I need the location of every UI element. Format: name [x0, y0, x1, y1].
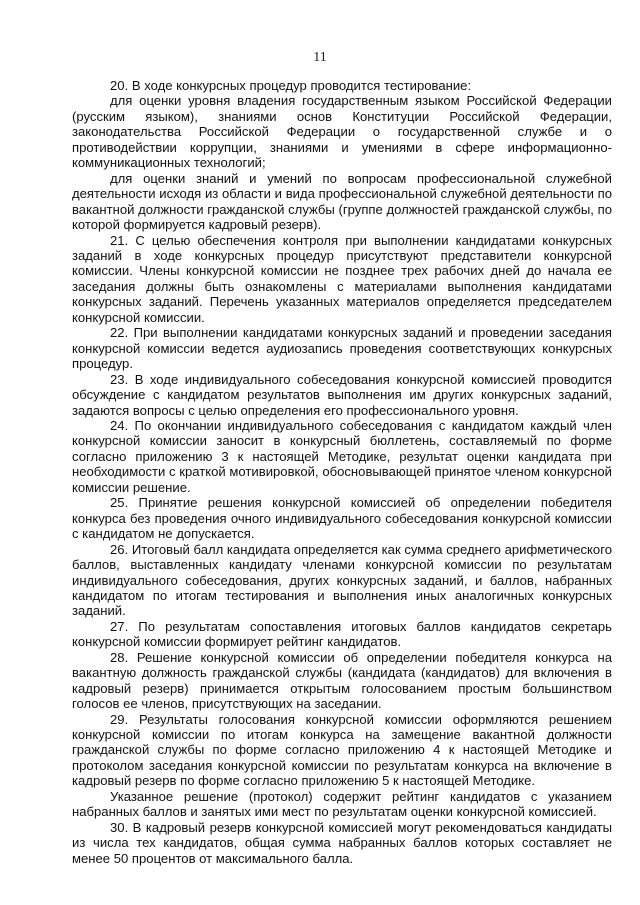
paragraph-30: 30. В кадровый резерв конкурсной комиссией могут рекомендоваться кандидаты из числа тех кандидатов, общая сумма набранных баллов которых составляет не менее 50 процентов от максимального балла. [72, 819, 612, 866]
paragraph-20-professional-test: для оценки знаний и умений по вопросам профессиональной служебной деятельности исходя из области и вида профессиональной служебной деятельности по вакантной должности гражданской службы (группе должностей гражданской службы, по которой формируется кадровый резерв). [72, 170, 612, 233]
paragraph-28: 28. Решение конкурсной комиссии об определении победителя конкурса на вакантную должность гражданской службы (кандидата (кандидатов) для включения в кадровый резерв) принимается открытым голосованием простым большинством голосов ее членов, присутствующих на заседании. [72, 649, 612, 712]
page-number: 11 [313, 50, 327, 65]
paragraph-24: 24. По окончании индивидуального собеседования с кандидатом каждый член конкурсной комиссии заносит в конкурсный бюллетень, составляемый по форме согласно приложению 3 к настоящей Методике, результат оценки кандидата при необходимости с краткой мотивировкой, обосновывающей принятое членом конкурсной комиссии решение. [72, 417, 612, 495]
paragraph-29-decision: Указанное решение (протокол) содержит рейтинг кандидатов с указанием набранных баллов и занятых ими мест по результатам оценки конкурсной комиссией. [72, 788, 612, 820]
paragraph-23: 23. В ходе индивидуального собеседования конкурсной комиссией проводится обсуждение с кандидатом результатов выполнения им других конкурсных заданий, задаются вопросы с целью определения его профессионального уровня. [72, 371, 612, 418]
paragraph-20: 20. В ходе конкурсных процедур проводится тестирование: [110, 78, 472, 93]
paragraph-21: 21. С целью обеспечения контроля при выполнении кандидатами конкурсных заданий в ходе конкурсных процедур присутствуют представители конкурсной комиссии. Члены конкурсной комиссии не позднее трех рабочих дней до начала ее заседания должны быть ознакомлены с материалами выполнения кандидатами конкурсных заданий. Перечень указанных материалов определяется председателем конкурсной комиссии. [72, 232, 612, 325]
paragraph-29: 29. Результаты голосования конкурсной комиссии оформляются решением конкурсной комиссии по итогам конкурса на замещение вакантной должности гражданской службы по форме согласно приложению 4 к настоящей Методике и протоколом заседания конкурсной комиссии по результатам конкурса на включение в кадровый резерв по форме согласно приложению 5 к настоящей Методике. [72, 711, 612, 789]
paragraph-27: 27. По результатам сопоставления итоговых баллов кандидатов секретарь конкурсной комиссии формирует рейтинг кандидатов. [72, 618, 612, 650]
paragraph-25: 25. Принятие решения конкурсной комиссией об определении победителя конкурса без проведения очного индивидуального собеседования конкурсной комиссии с кандидатом не допускается. [72, 495, 612, 542]
paragraph-22: 22. При выполнении кандидатами конкурсных заданий и проведении заседания конкурсной комиссии ведется аудиозапись проведения соответствующих конкурсных процедур. [72, 325, 612, 372]
document-body [72, 78, 612, 866]
paragraph-26: 26. Итоговый балл кандидата определяется как сумма среднего арифметического баллов, выставленных кандидату членами конкурсной комиссии по результатам индивидуального собеседования, других конкурсных заданий, и баллов, набранных кандидатом по итогам тестирования и выполнения иных аналогичных конкурсных заданий. [72, 541, 612, 619]
paragraph-20-language-test: для оценки уровня владения государственным языком Российской Федерации (русским языком), знаниями основ Конституции Российской Федерации, законодательства Российской Федерации о государственной службе и о противодействии коррупции, знаниями и умениями в сфере информационно-коммуникационных технологий; [72, 93, 612, 171]
